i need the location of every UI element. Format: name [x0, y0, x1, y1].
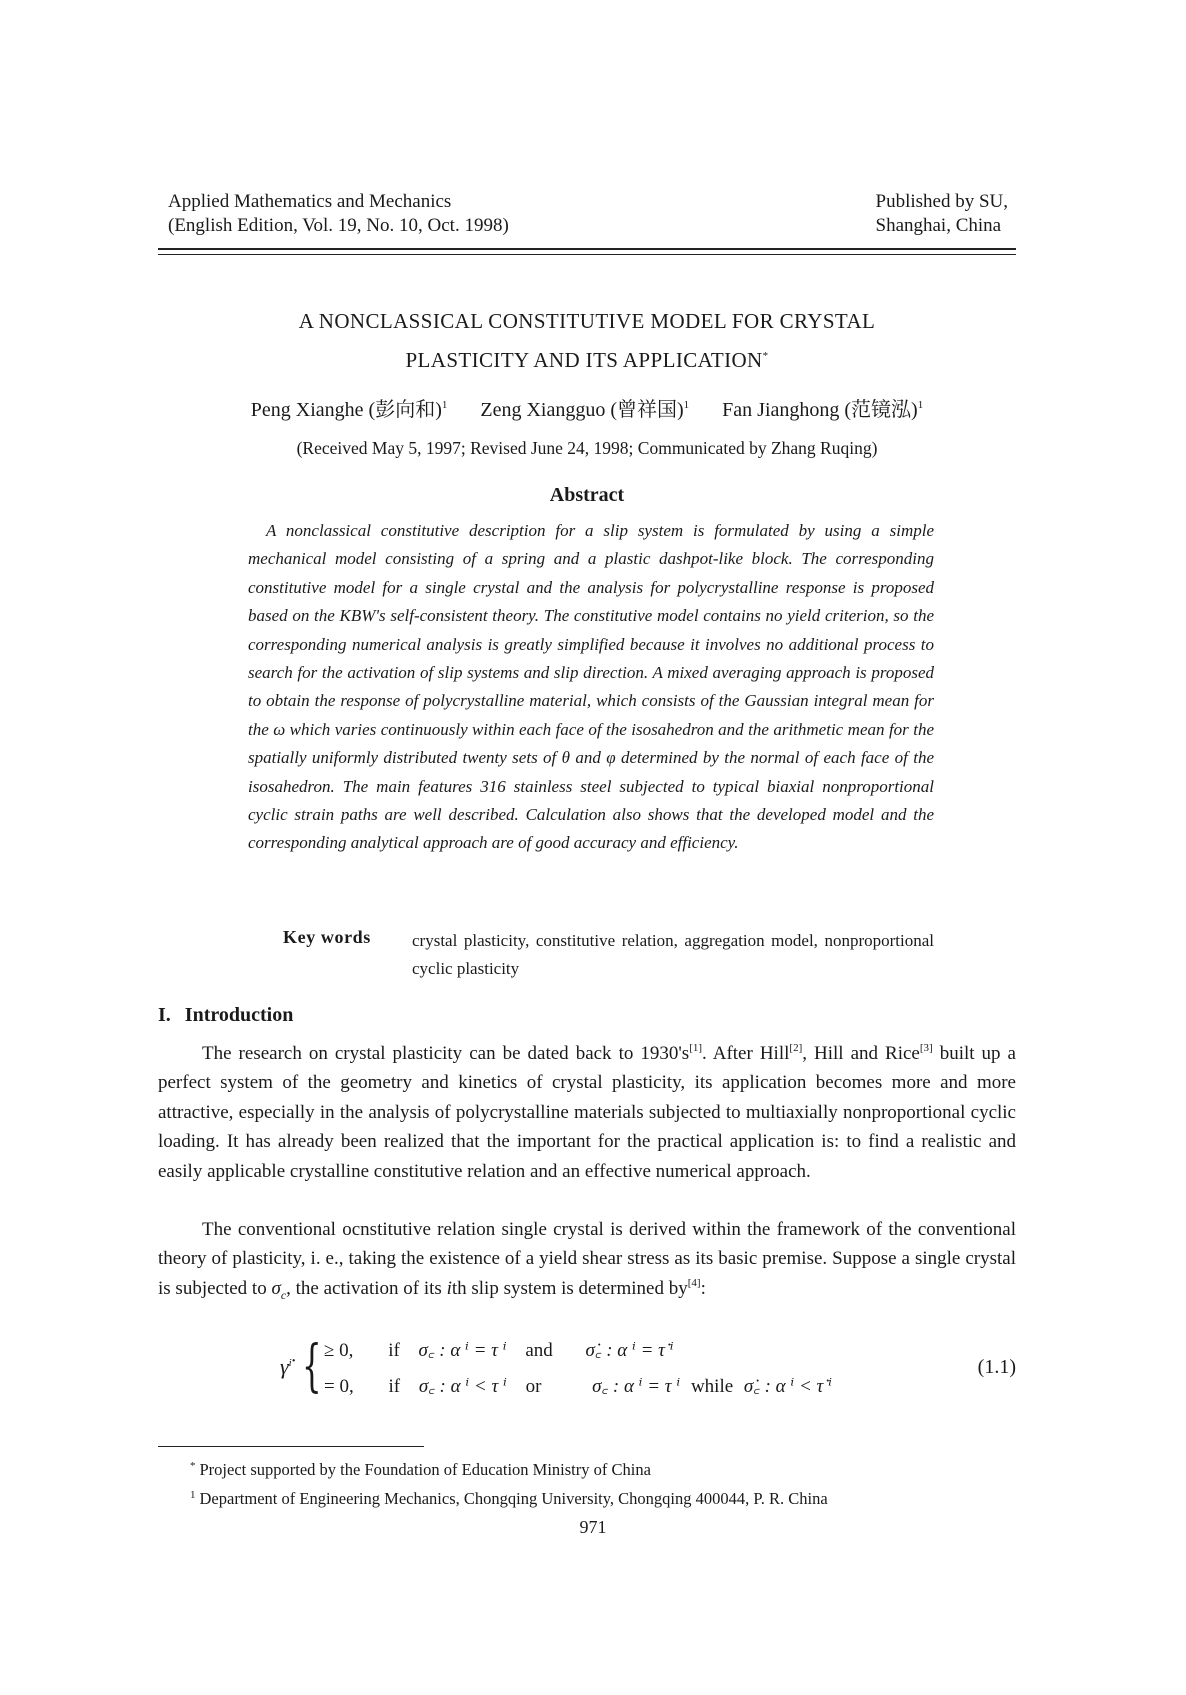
journal-name: Applied Mathematics and Mechanics — [168, 191, 452, 212]
footnote-text: Project supported by the Foundation of Education Ministry of China — [199, 1460, 651, 1479]
condition: σ̇꜀ : α ⁱ < τ̇ ⁱ — [743, 1376, 832, 1397]
relation: ≥ 0, — [324, 1340, 354, 1361]
author-affiliation-mark: 1 — [917, 399, 924, 411]
gamma-dot: γ̇ — [280, 1354, 289, 1379]
equation-number: (1.1) — [977, 1356, 1016, 1378]
lhs-index: i — [288, 1357, 292, 1369]
equation-row-1 — [324, 1336, 674, 1362]
footnote-mark: 1 — [190, 1489, 196, 1501]
text-run: th slip system is determined by — [451, 1277, 688, 1299]
author-name: Peng Xianghe (彭向和) — [250, 399, 442, 421]
text-run: The conventional ocnstitutive relation single crystal is derived within the framework of the conventional theory of plasticity, i. e., taking the existence of a yield shear stress as its basic premise. Suppose a single crystal is subjected to — [158, 1219, 1016, 1299]
text-run: The research on crystal plasticity can be dated back to 1930's — [202, 1043, 690, 1064]
text-run: : — [700, 1277, 706, 1299]
author — [251, 399, 448, 421]
equation-1-1 — [280, 1334, 1016, 1406]
condition: σ̇꜀ : α ⁱ = τ̇ ⁱ — [585, 1340, 674, 1361]
condition-word: and — [525, 1340, 553, 1361]
author — [480, 399, 689, 421]
footnote-mark: * — [190, 1460, 196, 1472]
relation: = 0, — [324, 1376, 354, 1397]
equation-row-2 — [324, 1372, 832, 1398]
text-run: . After Hill — [702, 1043, 790, 1064]
sigma-subscript: c — [280, 1287, 287, 1302]
section-number: I. — [158, 1004, 171, 1026]
keywords-text: crystal plasticity, constitutive relation, aggregation model, nonproportional cyclic plasticity — [412, 931, 934, 978]
condition-word: while — [690, 1376, 734, 1397]
author-list — [158, 393, 1016, 422]
condition: σ꜀ : α ⁱ = τ ⁱ — [592, 1376, 681, 1397]
intro-paragraph-1 — [158, 1039, 1016, 1186]
header-rule-thick — [158, 248, 1016, 250]
page-number: 971 — [579, 1517, 607, 1537]
received-dates: (Received May 5, 1997; Revised June 24, 1998; Communicated by Zhang Ruqing) — [296, 438, 878, 458]
footnote-funding — [190, 1460, 651, 1480]
publisher: Published by SU, — [875, 191, 1008, 212]
condition: σ꜀ : α ⁱ < τ ⁱ — [418, 1376, 507, 1397]
abstract-body: A nonclassical constitutive description for a slip system is formulated by using a simple mechanical model consisting of a spring and a plastic dashpot-like block. The corresponding constitutive model for a single crystal and the analysis for polycrystalline response is proposed based on the KBW's self-consistent theory. The constitutive model contains no yield criterion, so the corresponding numerical analysis is greatly simplified because it involves no additional process to search for the activation of slip systems and slip direction. A mixed averaging approach is proposed to obtain the response of polycrystalline material, which consists of the Gaussian integral mean for the ω which varies continuously within each face of the isosahedron and the arithmetic mean for the spatially uniformly distributed twenty sets of θ and φ determined by the normal of each face of the isosahedron. The main features 316 stainless steel subjected to typical biaxial nonproportional cyclic strain paths are well described. Calculation also shows that the developed model and the corresponding analytical approach are of good accuracy and efficiency. — [248, 521, 934, 853]
author-name: Fan Jianghong (范镜泓) — [722, 399, 918, 421]
title-line-1: A NONCLASSICAL CONSTITUTIVE MODEL FOR CRYSTAL — [298, 309, 876, 333]
citation: [3] — [919, 1042, 933, 1054]
citation: [2] — [789, 1042, 803, 1054]
journal-edition: (English Edition, Vol. 19, No. 10, Oct. 1998) — [168, 215, 509, 236]
abstract-text — [248, 517, 934, 858]
citation: [4] — [687, 1276, 701, 1289]
index-symbol: i — [446, 1277, 452, 1299]
section-title: Introduction — [184, 1004, 294, 1026]
text-run: , Hill and Rice — [802, 1043, 920, 1064]
author-affiliation-mark: 1 — [441, 399, 448, 411]
header-rule-thin — [158, 254, 1016, 255]
title-line-2-wrap — [158, 341, 1016, 380]
citation: [1] — [689, 1042, 703, 1054]
title-footnote-mark: * — [762, 350, 769, 362]
condition: σ꜀ : α ⁱ = τ ⁱ — [418, 1340, 507, 1361]
footnote-rule — [158, 1446, 424, 1447]
left-brace: { — [302, 1334, 322, 1399]
journal-header — [168, 190, 509, 238]
intro-paragraph-2 — [158, 1215, 1016, 1310]
title-line-2: PLASTICITY AND ITS APPLICATION — [405, 348, 763, 372]
paper-title — [158, 302, 1016, 380]
section-heading — [158, 1004, 293, 1027]
publisher-header — [876, 190, 1009, 238]
condition-word: or — [525, 1376, 542, 1397]
publisher-location: Shanghai, China — [875, 215, 1002, 236]
author-name: Zeng Xiangguo (曾祥国) — [480, 399, 684, 421]
author — [722, 399, 923, 421]
footnote-text: Department of Engineering Mechanics, Chongqing University, Chongqing 400044, P. R. China — [199, 1489, 828, 1508]
footnote-affiliation — [190, 1489, 828, 1509]
sigma-symbol: σ — [271, 1277, 281, 1299]
abstract-heading: Abstract — [549, 484, 625, 506]
author-affiliation-mark: 1 — [683, 399, 690, 411]
keywords-label: Key words — [283, 927, 371, 947]
condition-word: if — [388, 1376, 401, 1397]
condition-word: if — [388, 1340, 400, 1361]
equation-lhs — [280, 1354, 292, 1380]
text-run: , the activation of its — [286, 1277, 447, 1299]
text-run: built up a perfect system of the geometry and kinetics of crystal plasticity, its application becomes more and more attractive, especially in the analysis of polycrystalline materials subjected to multiaxially nonproportional cyclic loading. It has already been realized that the important for the practical application is: to find a realistic and easily applicable crystalline constitutive relation and an effective numerical approach. — [158, 1043, 1016, 1182]
